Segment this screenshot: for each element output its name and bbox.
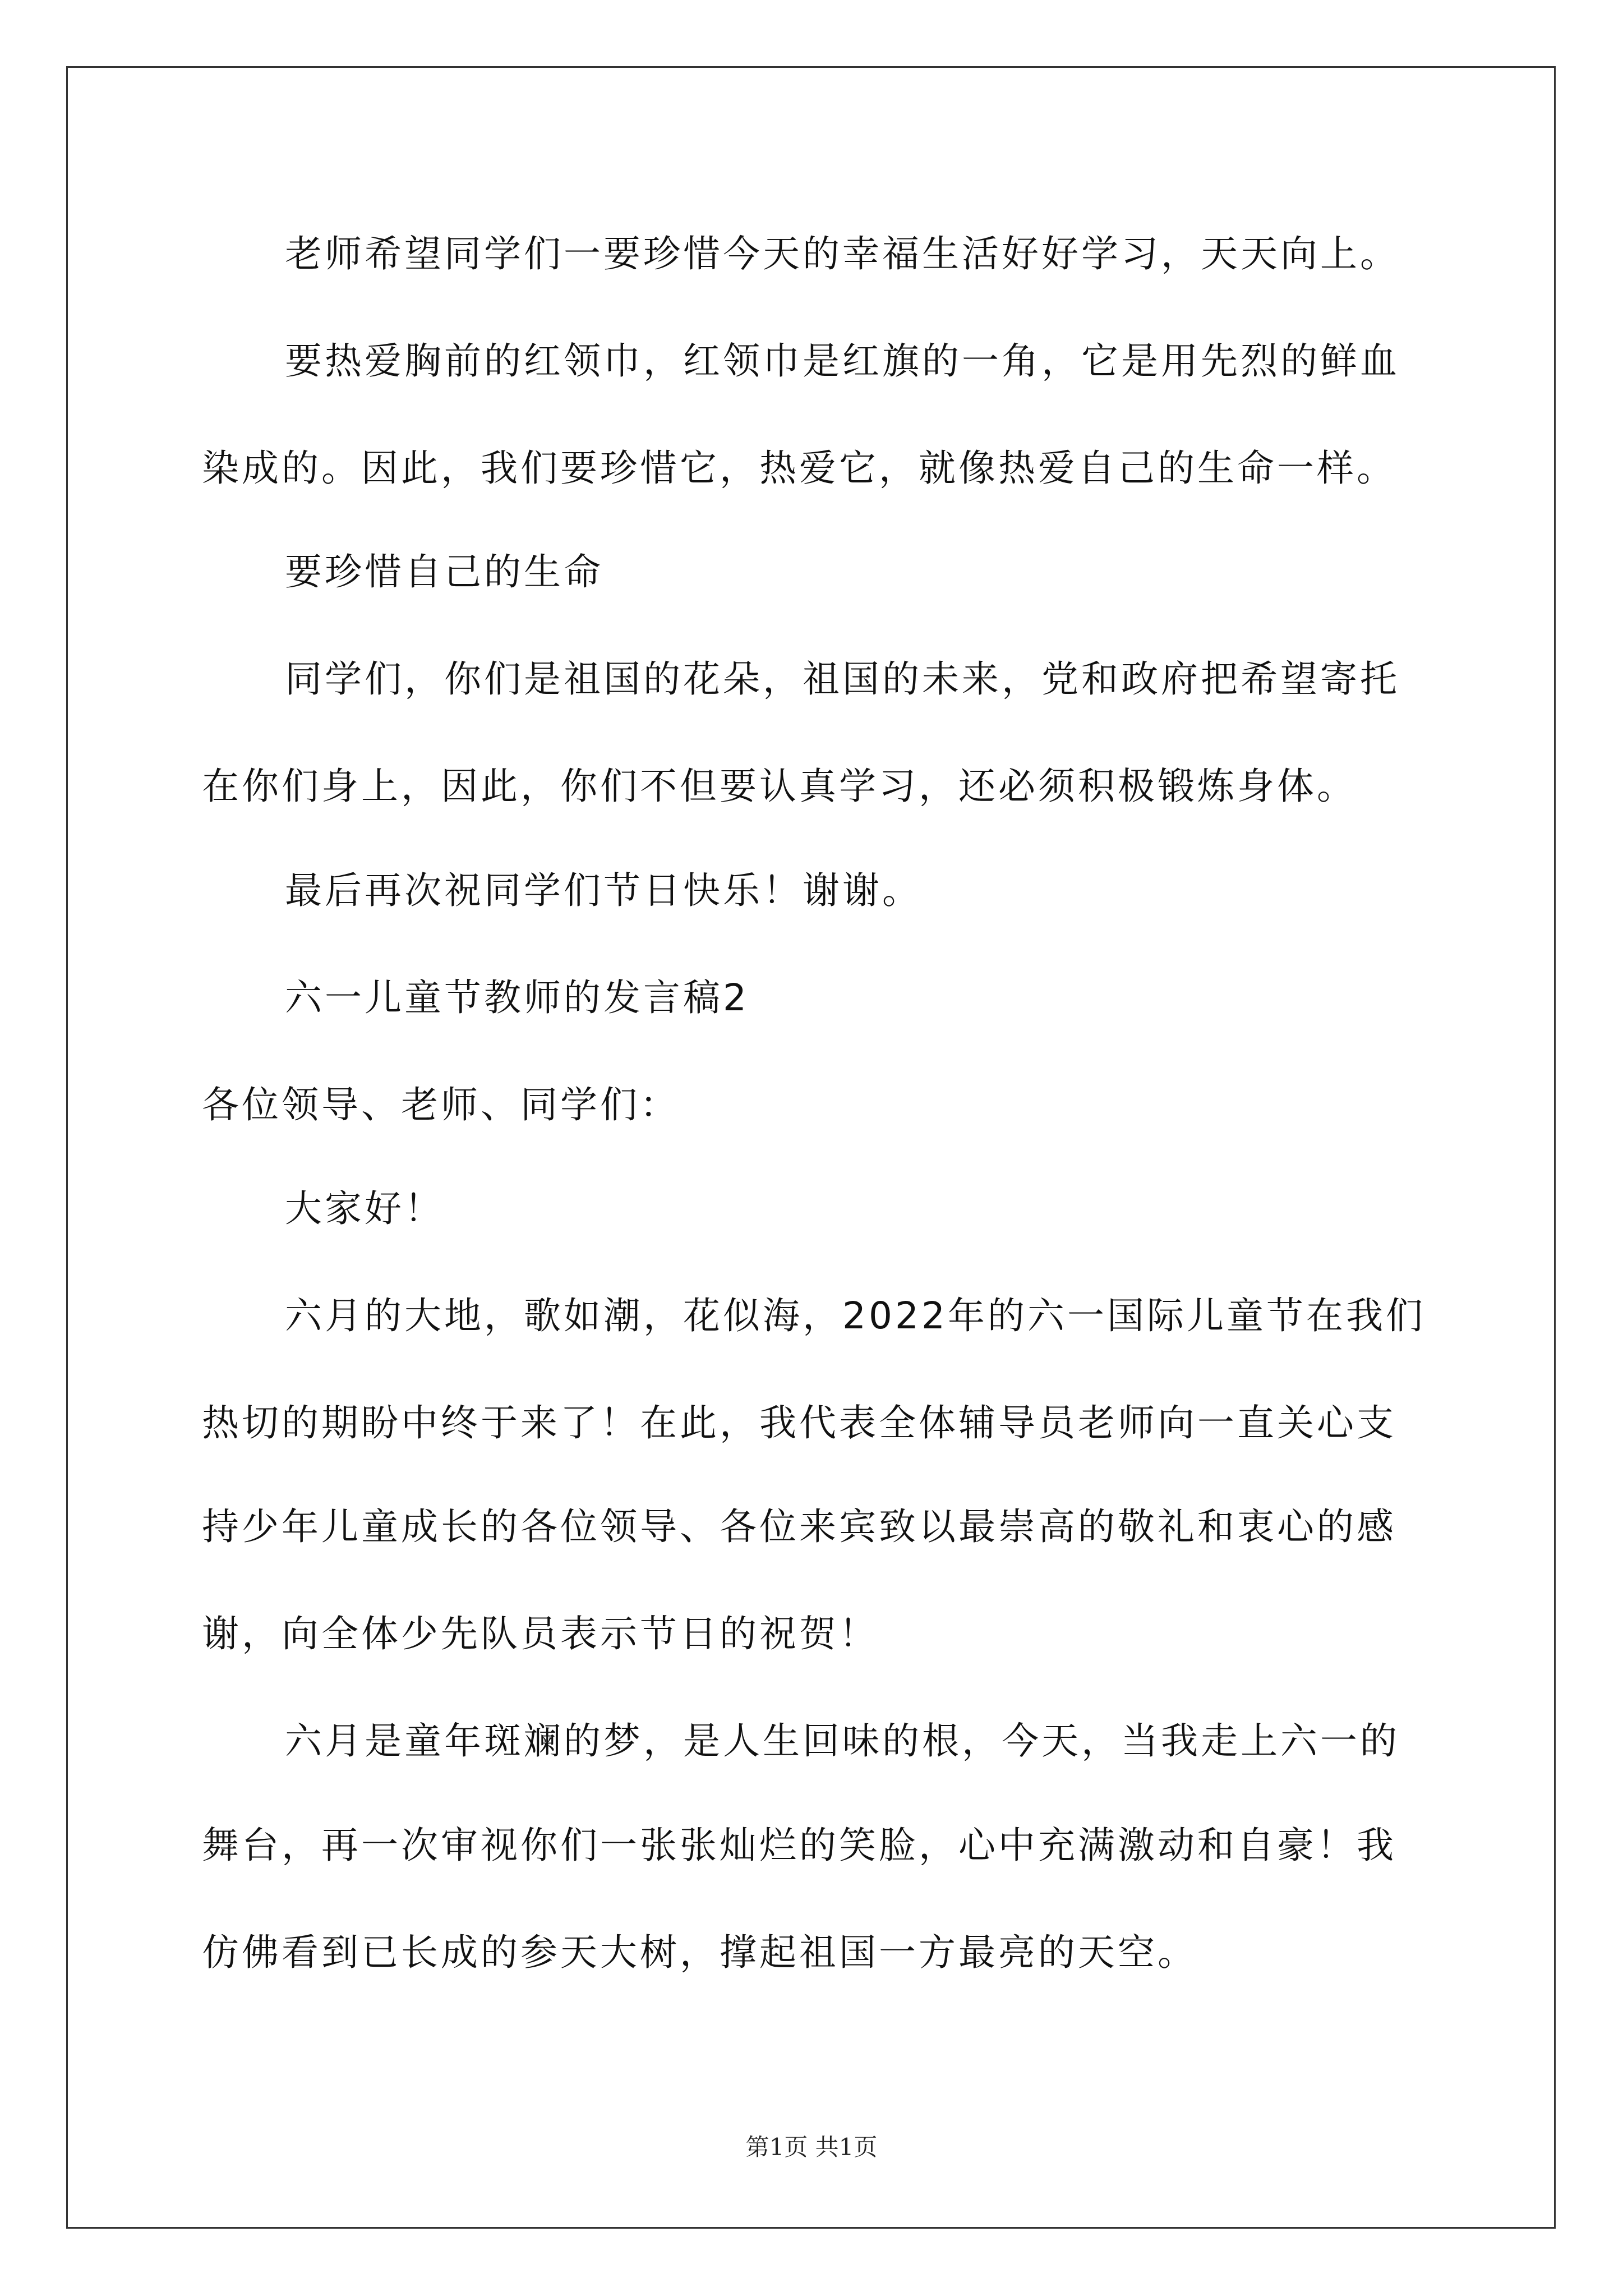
text-line: 染成的。因此，我们要珍惜它，热爱它，就像热爱自己的生命一样。 <box>202 447 1396 490</box>
text-line: 要热爱胸前的红领巾，红领巾是红旗的一角，它是用先烈的鲜血 <box>285 339 1400 383</box>
greeting: 大家好！ <box>285 1187 444 1230</box>
text-line: 在你们身上，因此，你们不但要认真学习，还必须积极锻炼身体。 <box>202 765 1357 808</box>
salutation: 各位领导、老师、同学们： <box>202 1083 680 1126</box>
page-number: 第1页 共1页 <box>745 2133 878 2161</box>
text-line: 舞台，再一次审视你们一张张灿烂的笑脸，心中充满激动和自豪！我 <box>202 1824 1396 1867</box>
text-line: 最后再次祝同学们节日快乐！谢谢。 <box>285 869 922 912</box>
text-line: 谢，向全体少先队员表示节日的祝贺！ <box>202 1612 879 1655</box>
document-title: 六一儿童节教师的发言稿2 <box>285 976 749 1019</box>
page-border <box>66 66 1556 2229</box>
text-line: 仿佛看到已长成的参天大树，撑起祖国一方最亮的天空。 <box>202 1931 1197 1974</box>
text-line: 热切的期盼中终于来了！在此，我代表全体辅导员老师向一直关心支 <box>202 1401 1396 1444</box>
section-heading: 要珍惜自己的生命 <box>285 550 603 593</box>
text-line: 六月是童年斑斓的梦，是人生回味的根，今天，当我走上六一的 <box>285 1719 1400 1763</box>
text-line: 持少年儿童成长的各位领导、各位来宾致以最崇高的敬礼和衷心的感 <box>202 1505 1396 1548</box>
text-line: 同学们，你们是祖国的花朵，祖国的未来，党和政府把希望寄托 <box>285 657 1400 701</box>
text-line: 六月的大地，歌如潮，花似海，2022年的六一国际儿童节在我们 <box>285 1294 1426 1337</box>
text-line: 老师希望同学们一要珍惜今天的幸福生活好好学习，天天向上。 <box>285 232 1400 275</box>
